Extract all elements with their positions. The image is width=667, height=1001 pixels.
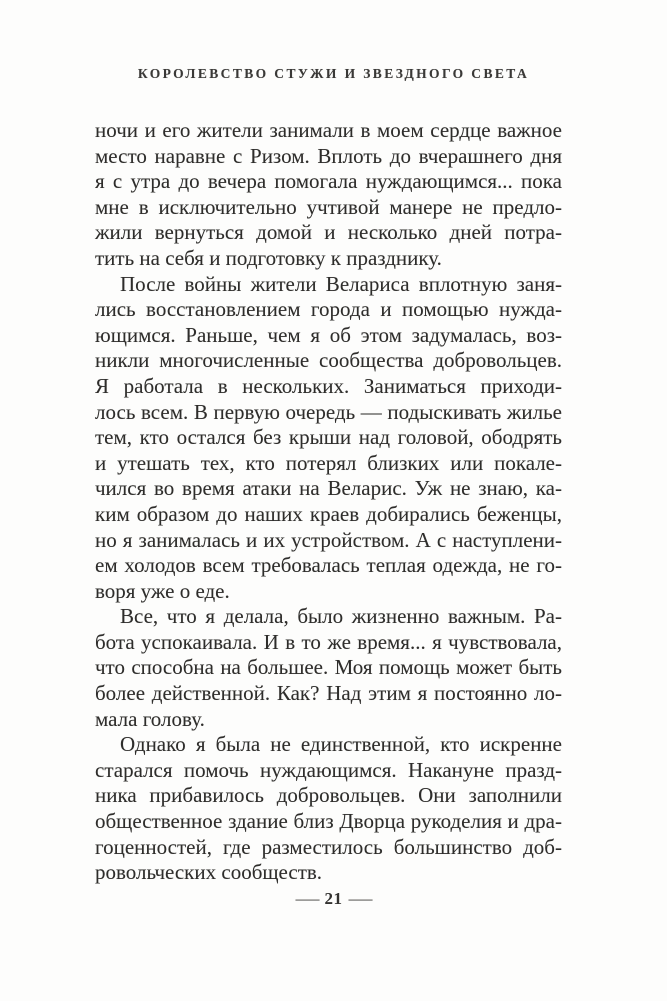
text-line: ким образом до наших краев добирались беженцы, — [95, 501, 562, 526]
paragraph — [95, 272, 562, 605]
text-block — [95, 118, 562, 886]
paragraph — [95, 118, 562, 272]
text-line: чился во время атаки на Веларис. Уж не знаю, ка- — [95, 476, 562, 501]
text-line: никли многочисленные сообщества добровольцев. — [95, 348, 562, 373]
text-line: Все, что я делала, было жизненно важным. Ра- — [120, 604, 562, 629]
text-line: Однако я была не единственной, кто искренне — [120, 732, 562, 757]
page-footer — [0, 889, 667, 909]
text-line: ника прибавилось добровольцев. Они заполнили — [95, 783, 562, 808]
text-line: место наравне с Ризом. Вплоть до вчерашнего дня — [95, 143, 562, 168]
page-number: 21 — [324, 889, 343, 908]
running-header: КОРОЛЕВСТВО СТУЖИ И ЗВЕЗДНОГО СВЕТА — [137, 66, 530, 81]
text-line: старался помочь нуждающимся. Накануне празд- — [95, 757, 562, 782]
text-line: лось всем. В первую очередь — подыскивать жилье — [95, 399, 562, 424]
text-line: ночи и его жители занимали в моем сердце важное — [95, 118, 562, 142]
text-line: и утешать тех, кто потерял близких или покале- — [95, 450, 562, 475]
text-line: я с утра до вечера помогала нуждающимся... пока — [95, 169, 562, 194]
text-line: После войны жители Велариса вплотную заня- — [120, 271, 562, 296]
text-line: тить на себя и подготовку к празднику. — [95, 245, 442, 270]
text-line: лись восстановлением города и помощью нужда- — [95, 297, 562, 322]
text-line: мала голову. — [95, 706, 205, 731]
text-line: но я занималась и их устройством. А с наступлени- — [95, 527, 562, 552]
text-line: воря уже о еде. — [95, 578, 230, 603]
text-line: мне в исключительно учтивой манере не предло- — [95, 194, 562, 219]
text-line: жили вернуться домой и несколько дней потра- — [95, 220, 562, 245]
text-line: ровольческих сообществ. — [95, 860, 323, 885]
folio-dash-left: — — [295, 889, 319, 908]
text-line: ющимся. Раньше, чем я об этом задумалась, воз- — [95, 322, 562, 347]
text-line: гоценностей, где разместилось большинство доб- — [95, 834, 562, 859]
text-line: тем, кто остался без крыши над головой, ободрять — [95, 425, 562, 450]
text-line: что способна на большее. Моя помощь может быть — [95, 655, 562, 680]
text-line: Я работала в нескольких. Заниматься приходи- — [95, 373, 562, 398]
text-line: общественное здание близ Дворца рукоделия и дра- — [95, 809, 562, 834]
text-line: ем холодов всем требовалась теплая одежда, не го- — [95, 553, 562, 578]
text-line: бота успокаивала. И в то же время... я чувствовала, — [95, 629, 562, 654]
paragraph — [95, 604, 562, 732]
folio-dash-right: — — [348, 889, 372, 908]
text-line: более действенной. Как? Над этим я постоянно ло- — [95, 681, 562, 706]
paragraph — [95, 732, 562, 886]
